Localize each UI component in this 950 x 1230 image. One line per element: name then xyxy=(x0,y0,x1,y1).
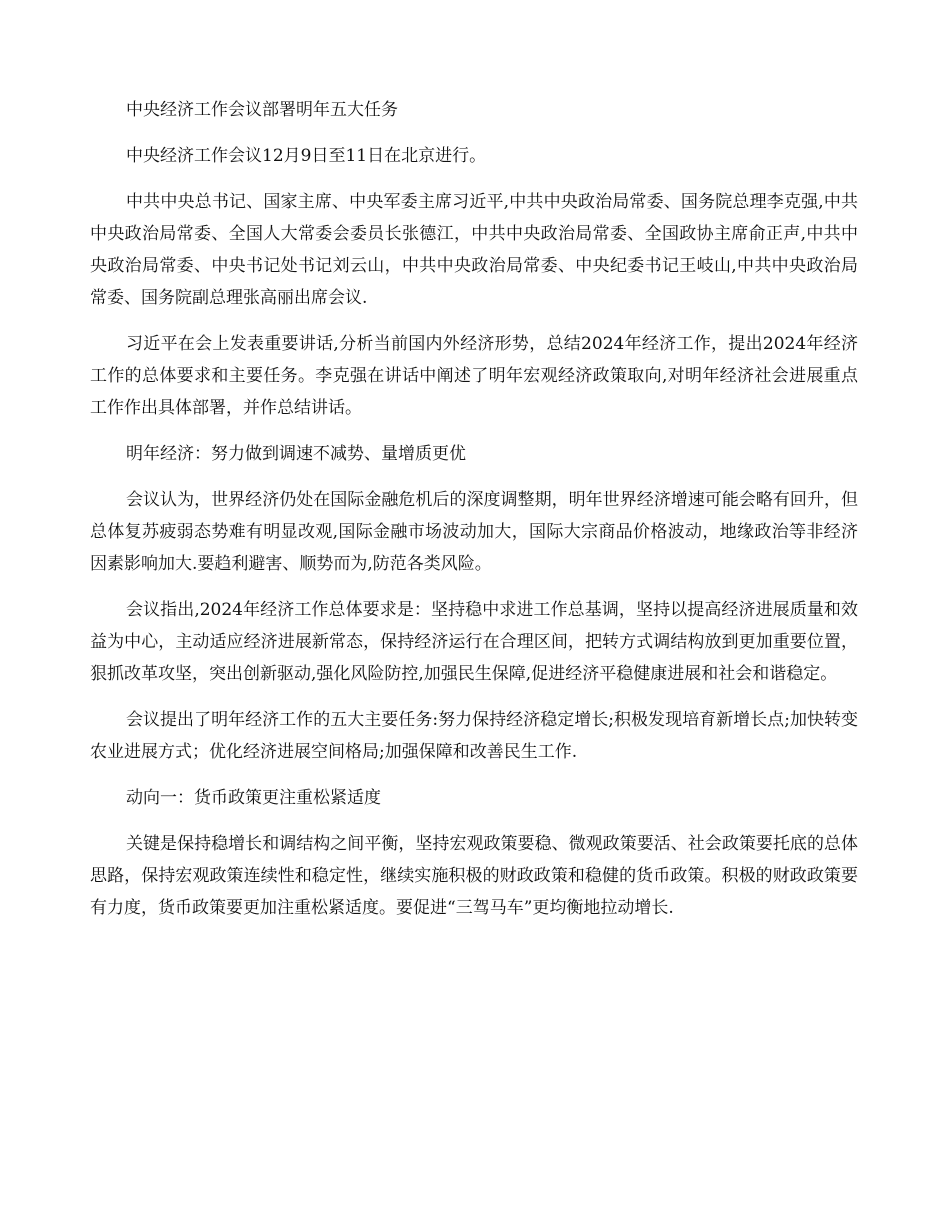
paragraph-attendees: 中共中央总书记、国家主席、中央军委主席习近平,中共中央政治局常委、国务院总理李克强,中共中央政治局常委、全国人大常委会委员长张德江，中共中央政治局常委、全国政协主席俞正声,中共中央政治局常委、中央书记处书记刘云山，中共中央政治局常委、中央纪委书记王岐山,中共中央政治局常委、国务院副总理张高丽出席会议. xyxy=(90,192,858,308)
paragraph-world-economy: 会议认为，世界经济仍处在国际金融危机后的深度调整期，明年世界经济增速可能会略有回升，但总体复苏疲弱态势难有明显改观,国际金融市场波动加大，国际大宗商品价格波动，地缘政治等非经济因素影响加大.要趋利避害、顺势而为,防范各类风险。 xyxy=(90,490,858,574)
section-heading-trend-one: 动向一：货币政策更注重松紧适度 xyxy=(126,788,381,808)
paragraph-five-tasks: 会议提出了明年经济工作的五大主要任务:努力保持经济稳定增长;积极发现培育新增长点;加快转变农业进展方式；优化经济进展空间格局;加强保障和改善民生工作. xyxy=(90,710,858,762)
paragraph-requirements: 会议指出,2024年经济工作总体要求是：坚持稳中求进工作总基调，坚持以提高经济进展质量和效益为中心，主动适应经济进展新常态，保持经济运行在合理区间，把转方式调结构放到更加重要位置，狠抓改革攻坚，突出创新驱动,强化风险防控,加强民生保障,促进经济平稳健康进展和社会和谐稳定。 xyxy=(90,600,858,684)
document-title: 中央经济工作会议部署明年五大任务 xyxy=(126,100,398,120)
paragraph-monetary-policy: 关键是保持稳增长和调结构之间平衡，坚持宏观政策要稳、微观政策要活、社会政策要托底的总体思路，保持宏观政策连续性和稳定性，继续实施积极的财政政策和稳健的货币政策。积极的财政政策要有力度，货币政策要更加注重松紧适度。要促进“三驾马车”更均衡地拉动增长. xyxy=(90,834,858,918)
section-heading-economy: 明年经济：努力做到调速不减势、量增质更优 xyxy=(126,444,466,464)
paragraph-meeting-date: 中央经济工作会议12月9日至11日在北京进行。 xyxy=(126,146,487,166)
document-body xyxy=(90,94,858,938)
paragraph-speech: 习近平在会上发表重要讲话,分析当前国内外经济形势，总结2024年经济工作，提出2024年经济工作的总体要求和主要任务。李克强在讲话中阐述了明年宏观经济政策取向,对明年经济社会进展重点工作作出具体部署，并作总结讲话。 xyxy=(90,334,858,418)
